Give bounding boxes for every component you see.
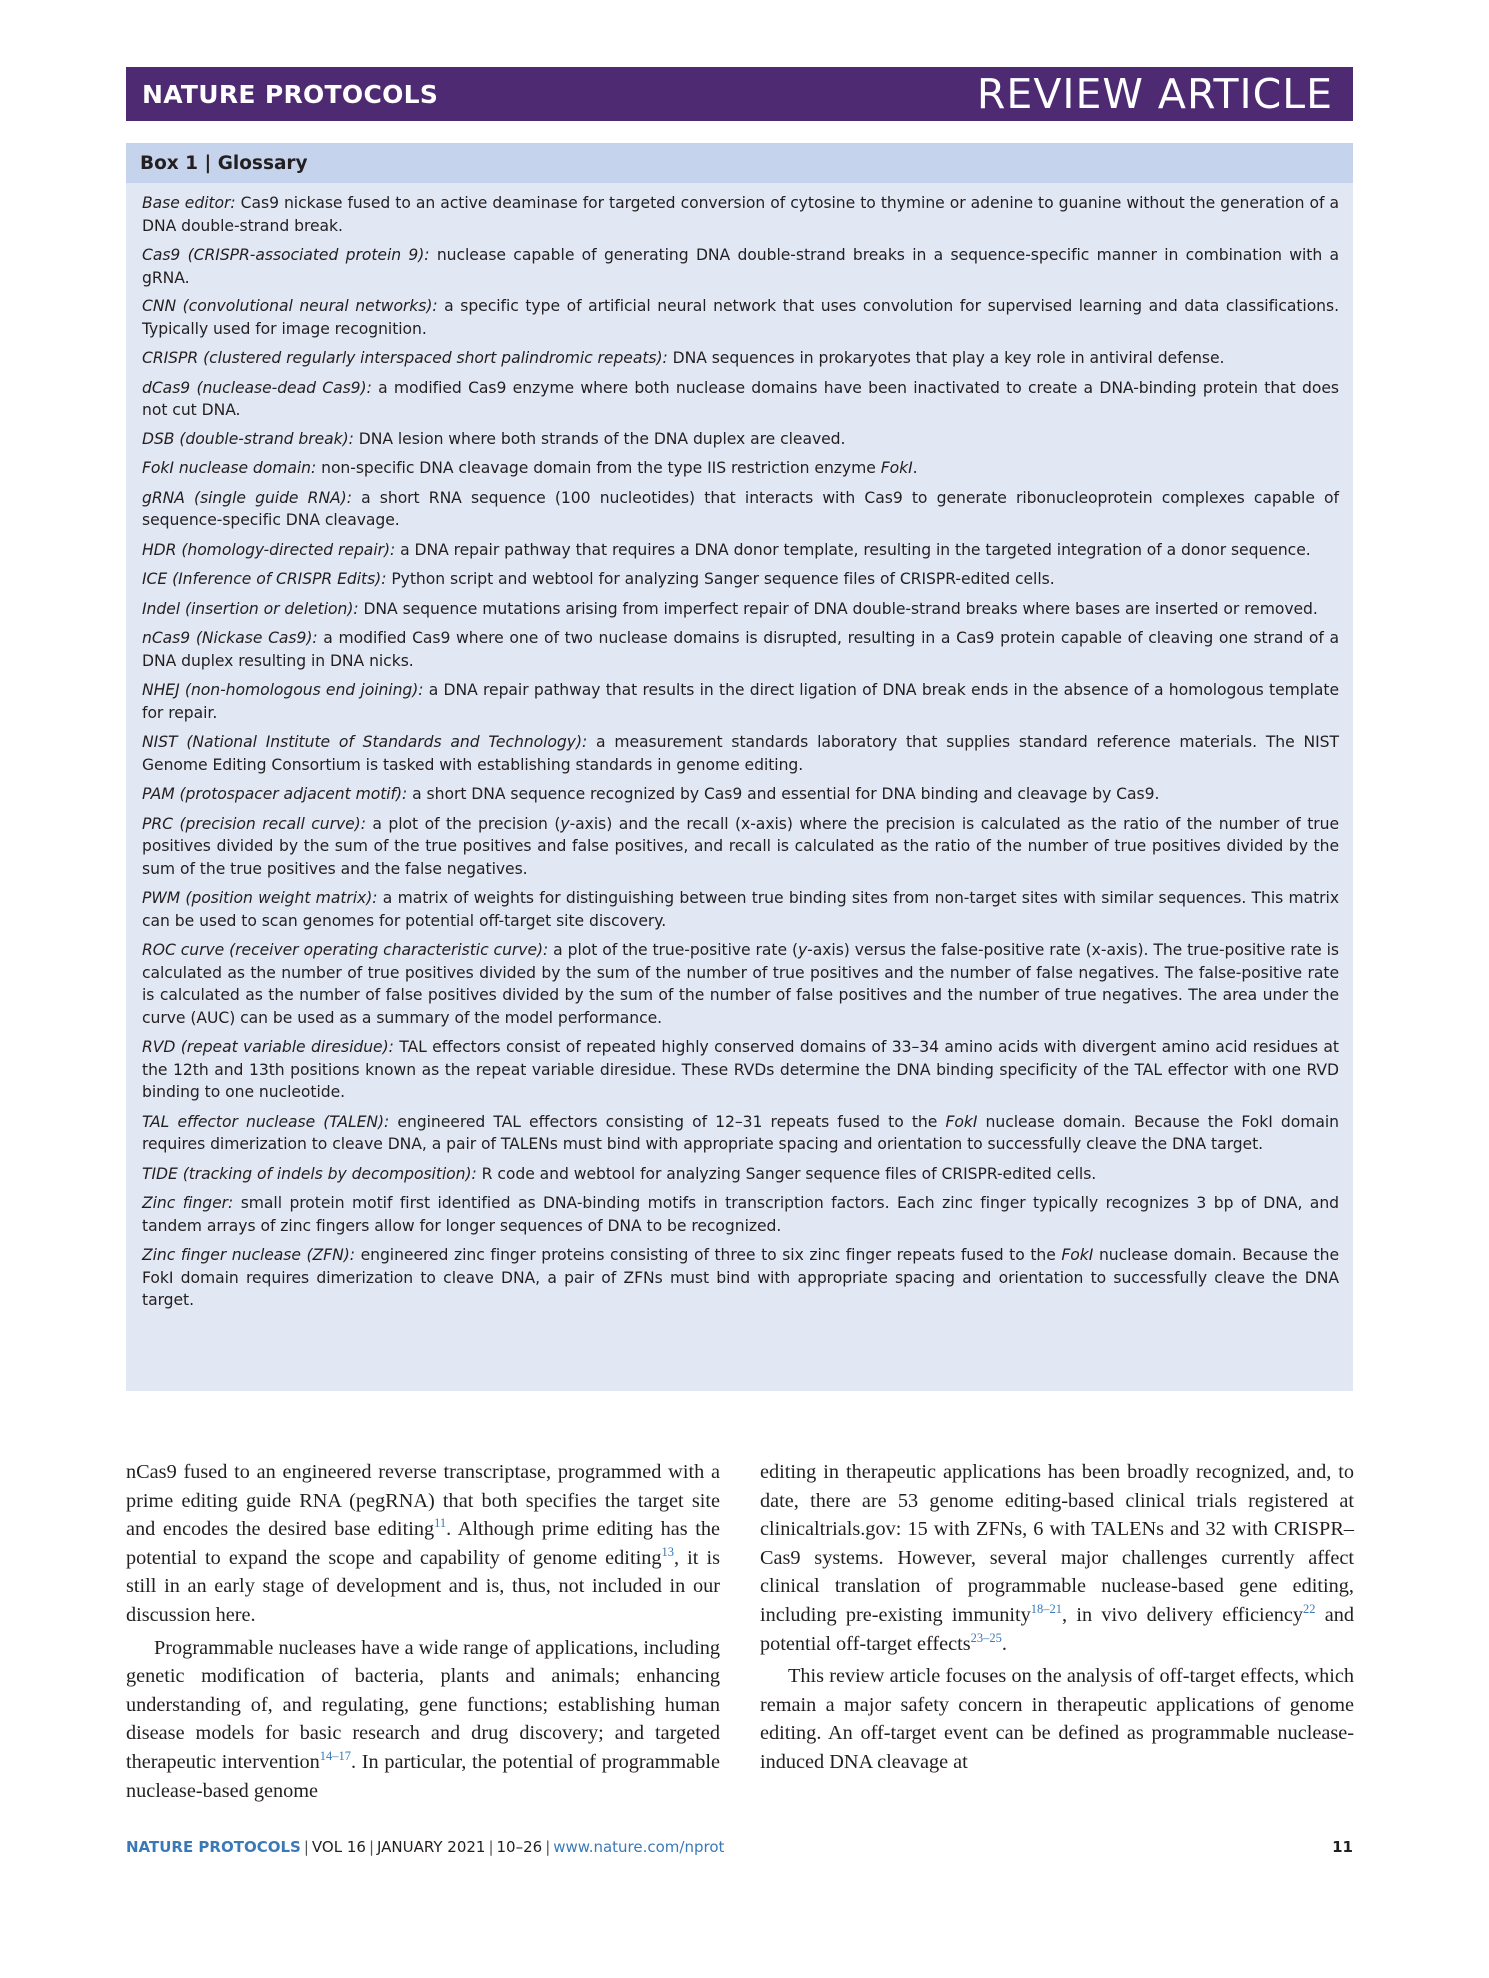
- article-type: REVIEW ARTICLE: [976, 70, 1333, 118]
- glossary-term: NIST (National Institute of Standards and Technology):: [142, 733, 588, 751]
- glossary-entry: [142, 1036, 1339, 1104]
- glossary-entry: [142, 887, 1339, 932]
- text-run: . Although prime editing has the potential to expand the scope and capability of genome editing: [126, 1518, 720, 1569]
- glossary-definition: a measurement standards laboratory that supplies standard reference materials. The NIST Genome Editing Consortium is tasked with establishing standards in genome editing.: [142, 733, 1339, 774]
- footer-citation: [126, 1838, 724, 1856]
- glossary-entry: [142, 1244, 1339, 1312]
- glossary-term: PAM (protospacer adjacent motif):: [142, 785, 408, 803]
- citation-link[interactable]: 13: [661, 1545, 674, 1560]
- glossary-definition: a matrix of weights for distinguishing between true binding sites from non-target sites with similar sequences. This matrix can be used to scan genomes for potential off-target site discovery.: [142, 889, 1340, 930]
- glossary-definition: non-specific DNA cleavage domain from the type IIS restriction enzyme: [316, 459, 881, 477]
- glossary-definition: engineered zinc finger proteins consisting of three to six zinc finger repeats fused to the: [354, 1246, 1062, 1264]
- glossary-entry: [142, 295, 1339, 340]
- footer-separator: |: [368, 1838, 374, 1856]
- text-run: .: [1001, 1632, 1007, 1655]
- glossary-entry: [142, 1163, 1339, 1186]
- glossary-term: CRISPR (clustered regularly interspaced short palindromic repeats):: [142, 349, 668, 367]
- glossary-entry: [142, 244, 1339, 289]
- glossary-term: Cas9 (CRISPR-associated protein 9):: [142, 246, 430, 264]
- glossary-definition: a plot of the true-positive rate (: [548, 941, 798, 959]
- glossary-entry: [142, 1192, 1339, 1237]
- text-run: editing in therapeutic applications has been broadly recognized, and, to date, there are 53 genome editing-based clinical trials registered at clinicaltrials.gov: 15 with ZFNs, 6 with TALENs and 32 with CRISPR–Cas9 systems. However, several major challenges currently affect clinical translation of programmable nuclease-based gene editing, including pre-existing immunity: [760, 1461, 1354, 1626]
- glossary-term: ICE (Inference of CRISPR Edits):: [142, 570, 387, 588]
- glossary-term: ROC curve (receiver operating characteristic curve):: [142, 941, 549, 959]
- citation-link[interactable]: 18–21: [1030, 1602, 1063, 1617]
- glossary-term: TIDE (tracking of indels by decomposition):: [142, 1164, 477, 1183]
- glossary-term: Indel (insertion or deletion):: [142, 599, 359, 618]
- glossary-definition: a plot of the precision (: [365, 814, 561, 833]
- glossary-term: dCas9 (nuclease-dead Cas9):: [142, 378, 372, 397]
- glossary-definition-end: nuclease domain. Because the FokI domain requires dimerization to cleave DNA, a pair of ZFNs must bind with appropriate spacing and orientation to successfully cleave the DNA target.: [142, 1246, 1340, 1309]
- glossary-term: FokI nuclease domain:: [142, 459, 317, 477]
- text-run: , it is still in an early stage of development and is, thus, not included in our discussion here.: [126, 1546, 720, 1626]
- footer-journal: NATURE PROTOCOLS: [126, 1838, 301, 1856]
- glossary-entries: [142, 192, 1339, 1319]
- glossary-definition: a short DNA sequence recognized by Cas9 and essential for DNA binding and cleavage by Cas9.: [407, 785, 1160, 803]
- glossary-term: gRNA (single guide RNA):: [142, 488, 352, 507]
- footer-separator: |: [488, 1838, 494, 1856]
- glossary-definition: DNA lesion where both strands of the DNA duplex are cleaved.: [353, 429, 846, 448]
- glossary-term: Base editor:: [142, 194, 236, 212]
- glossary-definition-end: -axis) and the recall (x-axis) where the precision is calculated as the ratio of the number of true positives divided by the sum of the true positives and false positives, and recall is calculated as the ratio of the number of true positives divided by the sum of the true positives and the false negatives.: [142, 814, 1339, 878]
- glossary-definition-end: nuclease domain. Because the FokI domain requires dimerization to cleave DNA, a pair of TALENs must bind with appropriate spacing and orientation to successfully cleave the DNA target.: [142, 1112, 1339, 1153]
- glossary-box: [126, 143, 1353, 1391]
- glossary-definition: DNA sequences in prokaryotes that play a key role in antiviral defense.: [667, 349, 1225, 367]
- glossary-definition: engineered TAL effectors consisting of 12–31 repeats fused to the: [389, 1112, 946, 1131]
- glossary-definition: Python script and webtool for analyzing Sanger sequence files of CRISPR-edited cells.: [386, 570, 1055, 588]
- journal-header-bar: [126, 67, 1353, 121]
- glossary-term: PWM (position weight matrix):: [142, 889, 378, 907]
- glossary-definition-italic: FokI: [945, 1112, 978, 1131]
- glossary-definition: Cas9 nickase fused to an active deaminase for targeted conversion of cytosine to thymine or adenine to guanine without the generation of a DNA double-strand break.: [142, 194, 1339, 235]
- glossary-entry: [142, 457, 1339, 480]
- footer-url-link[interactable]: www.nature.com/nprot: [553, 1838, 725, 1856]
- paragraph: [126, 1458, 720, 1630]
- paragraph: [760, 1458, 1354, 1658]
- glossary-definition: R code and webtool for analyzing Sanger sequence files of CRISPR-edited cells.: [476, 1164, 1097, 1183]
- glossary-definition-italic: y: [560, 814, 570, 833]
- citation-link[interactable]: 22: [1302, 1602, 1316, 1617]
- text-run: Programmable nucleases have a wide range of applications, including genetic modification of bacteria, plants and animals; enhancing understanding of, and regulating, gene functions; establishing human disease models for basic research and drug discovery; and targeted therapeutic intervention: [126, 1636, 720, 1773]
- glossary-entry: [142, 783, 1339, 806]
- text-run: and potential off-target effects: [760, 1603, 1354, 1655]
- glossary-entry: [142, 568, 1339, 591]
- glossary-term: nCas9 (Nickase Cas9):: [142, 629, 318, 647]
- glossary-entry: [142, 487, 1339, 532]
- glossary-term: Zinc finger nuclease (ZFN):: [142, 1246, 355, 1264]
- glossary-entry: [142, 347, 1339, 370]
- glossary-definition-italic: FokI: [1061, 1246, 1094, 1264]
- body-column-left: [126, 1458, 720, 1809]
- glossary-definition-end: .: [912, 459, 918, 477]
- page-number: 11: [1332, 1838, 1353, 1856]
- glossary-definition: a short RNA sequence (100 nucleotides) that interacts with Cas9 to generate ribonucleoprotein complexes capable of sequence-specific DNA cleavage.: [142, 488, 1339, 529]
- glossary-term: NHEJ (non-homologous end joining):: [142, 681, 424, 699]
- citation-link[interactable]: 14–17: [319, 1749, 352, 1764]
- box-title: Box 1 | Glossary: [126, 143, 1353, 183]
- glossary-entry: [142, 939, 1339, 1029]
- glossary-definition: a DNA repair pathway that requires a DNA donor template, resulting in the targeted integration of a donor sequence.: [395, 540, 1311, 559]
- paragraph: This review article focuses on the analysis of off-target effects, which remain a major safety concern in therapeutic applications of genome editing. An off-target event can be defined as programmable nuclease-induced DNA cleavage at: [760, 1665, 1354, 1773]
- glossary-definition-italic: FokI: [880, 459, 913, 477]
- glossary-term: Zinc finger:: [142, 1194, 234, 1212]
- text-run: , in vivo delivery efficiency: [1062, 1603, 1303, 1626]
- body-column-right: [760, 1458, 1354, 1781]
- glossary-definition: TAL effectors consist of repeated highly conserved domains of 33–34 amino acids with divergent amino acid residues at the 12th and 13th positions known as the repeat variable diresidue. These RVDs determine the DNA binding specificity of the TAL effector with one RVD binding to one nucleotide.: [142, 1038, 1339, 1101]
- glossary-term: RVD (repeat variable diresidue):: [142, 1038, 394, 1056]
- page-footer: [126, 1838, 1353, 1856]
- glossary-definition: nuclease capable of generating DNA double-strand breaks in a sequence-specific manner in combination with a gRNA.: [142, 246, 1339, 287]
- footer-volume: VOL 16: [311, 1838, 366, 1856]
- glossary-definition-italic: y: [797, 941, 808, 959]
- journal-name: NATURE PROTOCOLS: [142, 79, 439, 109]
- footer-pages: 10–26: [496, 1838, 543, 1856]
- glossary-entry: [142, 192, 1339, 237]
- glossary-entry: [142, 627, 1339, 672]
- glossary-entry: [142, 539, 1339, 562]
- glossary-term: DSB (double-strand break):: [142, 429, 354, 448]
- glossary-definition: a DNA repair pathway that results in the direct ligation of DNA break ends in the absence of a homologous template for repair.: [142, 681, 1340, 722]
- glossary-term: HDR (homology-directed repair):: [142, 540, 396, 559]
- glossary-entry: [142, 813, 1339, 881]
- glossary-entry: [142, 679, 1339, 724]
- text-run: nCas9 fused to an engineered reverse transcriptase, programmed with a prime editing guide RNA (pegRNA) that both specifies the target site and encodes the desired base editing: [126, 1461, 720, 1541]
- glossary-definition: small protein motif first identified as DNA-binding motifs in transcription factors. Each zinc finger typically recognizes 3 bp of DNA, and tandem arrays of zinc fingers allow for longer sequences of DNA to be recognized.: [142, 1194, 1339, 1235]
- glossary-entry: [142, 1111, 1339, 1156]
- glossary-term: TAL effector nuclease (TALEN):: [142, 1112, 390, 1131]
- text-run: . In particular, the potential of programmable nuclease-based genome: [126, 1750, 720, 1802]
- glossary-entry: [142, 377, 1339, 422]
- paragraph: [126, 1634, 720, 1806]
- glossary-definition: DNA sequence mutations arising from imperfect repair of DNA double-strand breaks where bases are inserted or removed.: [358, 599, 1318, 618]
- citation-link[interactable]: 23–25: [970, 1630, 1002, 1645]
- glossary-term: PRC (precision recall curve):: [142, 814, 366, 833]
- glossary-definition-end: -axis) versus the false-positive rate (x-axis). The true-positive rate is calculated as the number of true positives divided by the sum of the number of true positives and the number of false negatives. The false-positive rate is calculated as the number of false positives divided by the sum of the number of false positives and the number of true negatives. The area under the curve (AUC) can be used as a summary of the model performance.: [142, 941, 1339, 1027]
- footer-separator: |: [303, 1838, 309, 1856]
- glossary-entry: [142, 731, 1339, 776]
- glossary-term: CNN (convolutional neural networks):: [142, 297, 438, 315]
- glossary-entry: [142, 428, 1339, 451]
- citation-link[interactable]: 11: [434, 1516, 447, 1531]
- glossary-entry: [142, 598, 1339, 621]
- footer-separator: |: [545, 1838, 551, 1856]
- glossary-definition: a modified Cas9 where one of two nuclease domains is disrupted, resulting in a Cas9 protein capable of cleaving one strand of a DNA duplex resulting in DNA nicks.: [142, 629, 1339, 670]
- footer-date: JANUARY 2021: [377, 1838, 486, 1856]
- glossary-definition: a modified Cas9 enzyme where both nuclease domains have been inactivated to create a DNA-binding protein that does not cut DNA.: [142, 378, 1339, 419]
- glossary-definition: a specific type of artificial neural network that uses convolution for supervised learning and data classifications. Typically used for image recognition.: [142, 297, 1339, 338]
